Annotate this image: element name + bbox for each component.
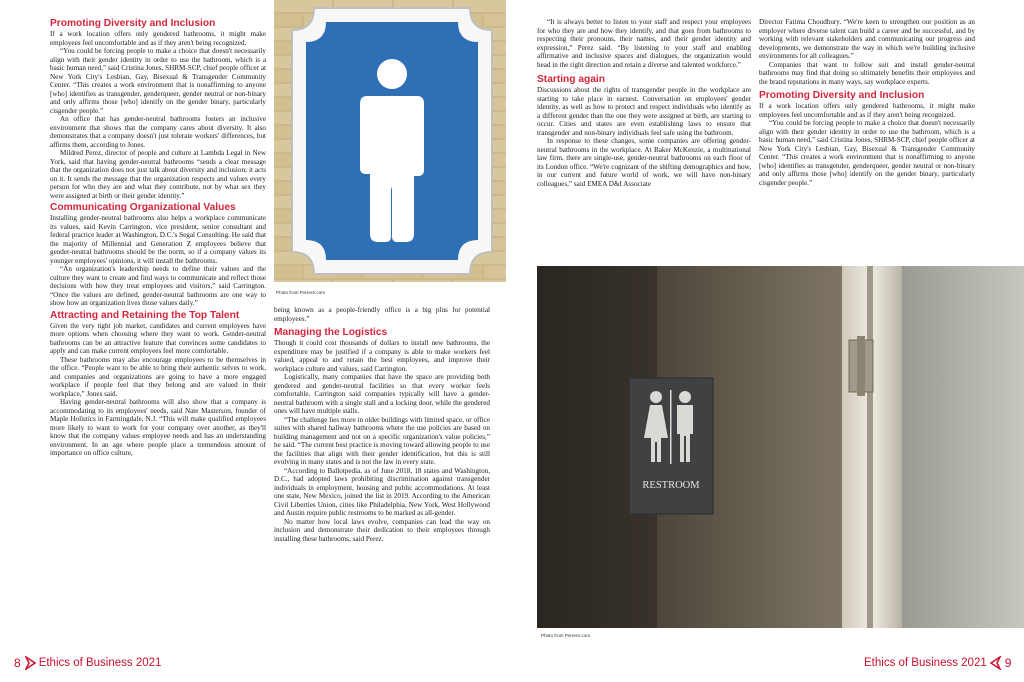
paragraph: “An organization's leadership needs to define their values and the culture they want to create and find ways to communicate and reflect those decisions with how they treat employees and visitors,” said Carrington. “Once the values are defined, gender-neutral bathrooms are one way to show how an organization lives those values daily.” bbox=[50, 265, 266, 307]
photo-credit: Photo from PxHere.com bbox=[276, 290, 326, 295]
arrow-left-icon bbox=[990, 656, 1002, 670]
paragraph: Having gender-neutral bathrooms will also show that a company is accommodating to its employees' needs, said Nate Masterson, founder of Maple Holistics in Farmingdale, N.J. “This will make qualified employees more likely to want to work for your company over another, as they'll know that the company values employee needs and has an understanding environment. In an age where people place a tremendous amount of importance on office culture, bbox=[50, 398, 266, 457]
paragraph: being known as a people-friendly office is a big plus for potential employees.” bbox=[274, 306, 490, 323]
photo-male-restroom-sign bbox=[274, 0, 506, 282]
paragraph: “It is always better to listen to your staff and respect your employees for who they are and how they identify, and that goes from bathrooms to respecting their pronouns, their names, and their gender identity and expression,” Perez said. “By listening to your staff and enabling affirmative and inclusive spaces and dialogues, the organization would head in the right direction and retain a diverse and talented workforce.” bbox=[537, 18, 751, 69]
footer-right bbox=[864, 656, 1011, 670]
paragraph: Logistically, many companies that have the space are providing both gendered and gender-neutral facilities so that every worker feels comfortable. Carrington said companies typically will have a gender-neutral bathroom with a single stall and a locking door, while the gendered ones will have multiple stalls. bbox=[274, 373, 490, 415]
photo-credit: Photo from PxHere.com bbox=[541, 633, 591, 638]
footer-left bbox=[14, 656, 161, 670]
paragraph: Given the very tight job market, candidates and current employees have more options when choosing where they want to work. Gender-neutral bathrooms can be an attractive feature that convinces some candidates to apply and can make current employees feel more comfortable. bbox=[50, 321, 266, 355]
paragraph: If a work location offers only gendered bathrooms, it might make employees feel uncomfortable and as if they aren't being recognized. bbox=[759, 102, 975, 119]
paragraph: An office that has gender-neutral bathrooms fosters an inclusive environment that shows that the company cares about diversity. It also demonstrates that a company doesn't just tolerate workers' differences, but affirms them, according to Jones. bbox=[50, 115, 266, 149]
paragraph: Discussions about the rights of transgender people in the workplace are starting to take place in earnest. Conversation on employees' gender identity, as well as how to protect and respect individuals who identify as a different gender than the one they were assigned at birth, are starting to occur. Cities and states are even establishing laws to ensure that transgender and non-binary individuals feel safe using the bathroom. bbox=[537, 86, 751, 137]
column-4 bbox=[759, 18, 975, 187]
paragraph: Director Fatima Choudhury. “We're keen to strengthen our position as an employer where diverse talent can build a career and be successful, and by working with relevant stakeholders and communicating our progress and developments, we demonstrate the way in which we're building inclusive environments for all colleagues.” bbox=[759, 18, 975, 60]
paragraph: Mildred Perez, director of people and culture at Lambda Legal in New York, said that having gender-neutral bathrooms “sends a clear message that the organization does not just talk about diversity and inclusion; it acts on it. It sends the message that the organization respects and values every person for who they are and what they contribute, not by what sex they were assigned at birth or their gender identity.” bbox=[50, 149, 266, 200]
paragraph: These bathrooms may also encourage employees to be themselves in the office. “People want to be able to bring their authentic selves to work, and companies and organizations are going to have a more engaged workplace if people feel that they belong and are valued in their workplace,” Jones said. bbox=[50, 355, 266, 398]
column-2 bbox=[274, 306, 490, 543]
restroom-sign-label: RESTROOM bbox=[642, 480, 700, 491]
paragraph: Installing gender-neutral bathrooms also helps a workplace communicate its values, said Kevin Carrington, vice president, senior consultant and federal practice leader at Washington, D.C.'s Segal Consulting. He said that the majority of Millennial and Generation Z employees believe that gender-neutral bathrooms should be the norm, so if a company values its younger employees' opinions, it will install the bathrooms. bbox=[50, 214, 266, 265]
arrow-right-icon bbox=[24, 656, 36, 670]
heading-attracting-talent: Attracting and Retaining the Top Talent bbox=[50, 309, 240, 321]
heading-communicating-values: Communicating Organizational Values bbox=[50, 202, 236, 213]
paragraph: “You could be forcing people to make a choice that doesn't necessarily align with their gender identity in order to use the bathroom, which is a basic human need,” said Cristina Jones, SHRM-SCP, chief people officer at New York City's Lesbian, Gay, Bisexual & Transgender Community Center. “This creates a work environment that is nonaffirming to anyone [who] identifies as transgender, genderqueer, gender neutral or non-binary and only affirms those [who] identify on the gender binary, particularly cisgender people.” bbox=[759, 119, 975, 187]
page-number-right: 9 bbox=[1004, 656, 1012, 670]
page-number-left: 8 bbox=[14, 656, 21, 670]
paragraph: Companies that want to follow suit and install gender-neutral bathrooms may find that doing so ultimately benefits their employees and the brand reputations in many ways, say workplace experts. bbox=[759, 60, 975, 86]
paragraph: In response to these changes, some companies are offering gender-neutral bathrooms in the workplace. At Baker McKenzie, a multinational law firm, there are single-use, gender-neutral bathrooms on each floor of its London office. “We're cognizant of the shifting demographics and how, in our current and future world of work, we will have non-binary colleagues,” said EMEA D&I Associate bbox=[537, 137, 751, 188]
paragraph: No matter how local laws evolve, companies can lead the way on inclusion and demonstrate their dedication to their employees through installing these bathrooms, said Perez. bbox=[274, 517, 490, 543]
column-3 bbox=[537, 18, 751, 188]
paragraph: “According to Ballotpedia, as of June 2018, 18 states and Washington, D.C., had adopted laws prohibiting discrimination against transgender individuals in employment, housing and public accommodations. At least one state, New Mexico, joined the list in 2019. According to the American Civil Liberties Union, cities like Philadelphia, New York, West Hollywood and Austin require public restrooms to be marked as all-gender. bbox=[274, 466, 490, 517]
paragraph: If a work location offers only gendered bathrooms, it might make employees feel uncomfortable and as if they aren't being recognized. bbox=[50, 30, 266, 47]
paragraph: Though it could cost thousands of dollars to install new bathrooms, the expenditure may be justified if a company is able to make workers feel valued, appeal to and retain the best employees, and improve their workplace culture and values, said Carrington. bbox=[274, 339, 490, 373]
publication-title-right: Ethics of Business 2021 bbox=[864, 657, 987, 669]
heading-managing-logistics: Managing the Logistics bbox=[274, 327, 388, 338]
restroom-door-image bbox=[537, 266, 1024, 628]
column-1 bbox=[50, 18, 266, 458]
photo-restroom-door bbox=[537, 266, 1024, 628]
heading-promoting-diversity-repeat: Promoting Diversity and Inclusion bbox=[759, 90, 925, 101]
heading-promoting-diversity: Promoting Diversity and Inclusion bbox=[50, 18, 216, 29]
paragraph: “You could be forcing people to make a choice that doesn't necessarily align with their gender identity in order to use the bathroom, which is a basic human need,” said Cristina Jones, SHRM-SCP, chief people officer at New York City's Lesbian, Gay, Bisexual & Transgender Community Center. “This creates a work environment that is nonaffirming to anyone [who] identifies as transgender, genderqueer, gender neutral or non-binary and only affirms those [who] identify on the gender binary, particularly cisgender people.” bbox=[50, 47, 266, 115]
paragraph: “The challenge lies more in older buildings with limited space, or office suites with shared hallway bathrooms where the use policies are based on building management and not on a specific organization's value policies,” he said. “The current best practice is moving toward allowing people to use the facilities that align with their gender identification, but this is still evolving in many states and is not the law in every state. bbox=[274, 415, 490, 466]
publication-title-left: Ethics of Business 2021 bbox=[38, 657, 162, 669]
male-restroom-sign-image bbox=[274, 0, 506, 282]
heading-starting-again: Starting again bbox=[537, 74, 605, 85]
